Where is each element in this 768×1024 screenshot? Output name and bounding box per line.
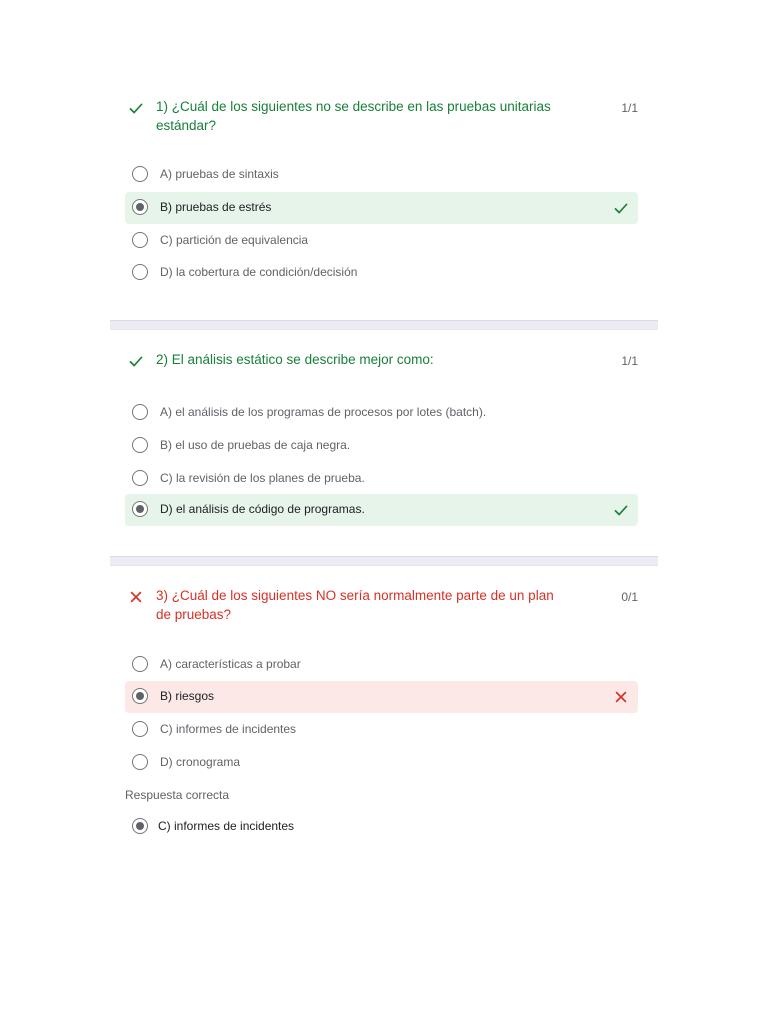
option-d[interactable]: [125, 257, 638, 289]
correct-answer-heading: Respuesta correcta: [125, 788, 230, 802]
option-a[interactable]: [125, 397, 638, 429]
radio-button[interactable]: [132, 166, 148, 182]
correct-answer: [125, 813, 425, 841]
radio-button[interactable]: [132, 264, 148, 280]
option-label: A) características a probar: [160, 657, 301, 671]
option-c[interactable]: [125, 463, 638, 495]
option-label: B) riesgos: [160, 689, 215, 703]
radio-button-checked[interactable]: [132, 688, 148, 704]
check-icon: [612, 199, 630, 217]
question-card-3: [110, 566, 658, 866]
cross-icon: [612, 688, 630, 706]
option-label: A) el análisis de los programas de procesos por lotes (batch).: [160, 405, 487, 419]
option-label: B) pruebas de estrés: [160, 200, 272, 214]
option-label: A) pruebas de sintaxis: [160, 167, 279, 181]
radio-button[interactable]: [132, 232, 148, 248]
question-card-1: [110, 0, 658, 320]
cross-icon: [127, 588, 145, 606]
option-label: D) la cobertura de condición/decisión: [160, 265, 358, 279]
radio-button[interactable]: [132, 404, 148, 420]
radio-button-checked[interactable]: [132, 199, 148, 215]
option-b-selected[interactable]: [125, 192, 638, 224]
option-d[interactable]: [125, 747, 638, 779]
radio-button[interactable]: [132, 656, 148, 672]
option-d-selected[interactable]: [125, 494, 638, 526]
option-b[interactable]: [125, 430, 638, 462]
quiz-results: [110, 0, 658, 866]
option-label: D) el análisis de código de programas.: [160, 502, 365, 516]
question-score: 1/1: [621, 354, 638, 368]
question-title: 1) ¿Cuál de los siguientes no se describe en las pruebas unitarias estándar?: [156, 99, 551, 133]
check-icon: [612, 501, 630, 519]
radio-button[interactable]: [132, 437, 148, 453]
option-a[interactable]: [125, 159, 638, 191]
radio-button[interactable]: [132, 470, 148, 486]
option-label: C) la revisión de los planes de prueba.: [160, 471, 365, 485]
option-label: C) informes de incidentes: [160, 722, 297, 736]
radio-button[interactable]: [132, 721, 148, 737]
option-label: C) partición de equivalencia: [160, 233, 309, 247]
section-divider: [110, 320, 658, 330]
option-label: B) el uso de pruebas de caja negra.: [160, 438, 351, 452]
radio-button-checked[interactable]: [132, 501, 148, 517]
question-score: 1/1: [621, 101, 638, 115]
option-c[interactable]: [125, 225, 638, 257]
check-icon: [127, 352, 145, 370]
question-title: 3) ¿Cuál de los siguientes NO sería normalmente parte de un plan de pruebas?: [156, 588, 554, 622]
option-b-selected[interactable]: [125, 681, 638, 713]
question-title: 2) El análisis estático se describe mejor como:: [156, 352, 434, 367]
option-c[interactable]: [125, 714, 638, 746]
radio-button[interactable]: [132, 754, 148, 770]
section-divider: [110, 556, 658, 566]
option-label: D) cronograma: [160, 755, 241, 769]
correct-answer-label: C) informes de incidentes: [158, 819, 295, 833]
check-icon: [127, 99, 145, 117]
option-a[interactable]: [125, 649, 638, 681]
radio-button-checked: [132, 818, 148, 834]
question-score: 0/1: [621, 590, 638, 604]
question-card-2: [110, 330, 658, 556]
